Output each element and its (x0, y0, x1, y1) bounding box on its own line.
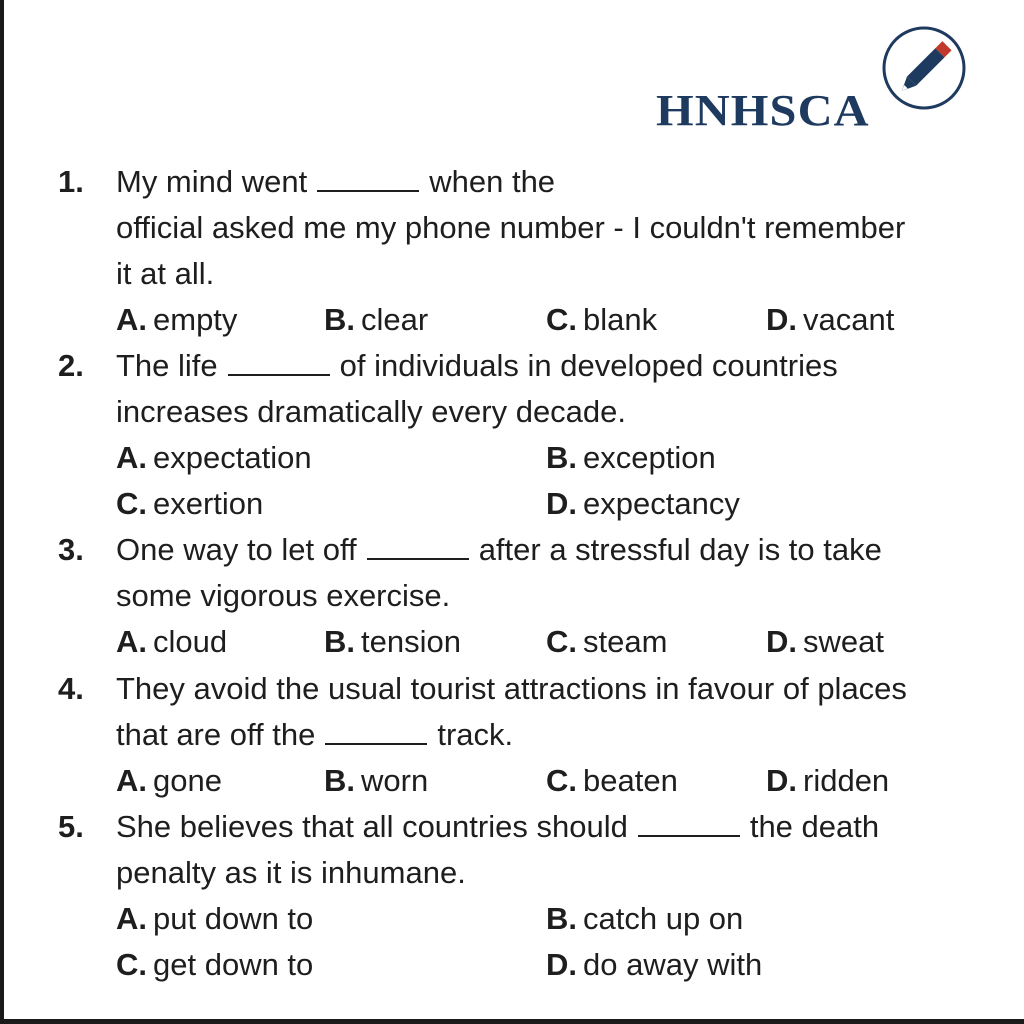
question-4-stem: They avoid the usual tourist attractions in favour of places (116, 671, 907, 706)
quiz-section (4, 0, 1024, 1019)
option-d[interactable]: D. expectancy (546, 486, 740, 521)
question-4-number: 4. (58, 671, 84, 706)
answer-blank[interactable] (638, 811, 740, 837)
question-2-number: 2. (58, 348, 84, 383)
option-b[interactable]: B. tension (324, 624, 461, 659)
option-a[interactable]: A. put down to (116, 901, 314, 936)
question-5-number: 5. (58, 809, 84, 844)
option-a[interactable]: A. empty (116, 302, 238, 337)
answer-blank[interactable] (317, 166, 419, 192)
option-d[interactable]: D. do away with (546, 947, 763, 982)
question-5-continuation: penalty as it is inhumane. (116, 855, 466, 890)
option-a[interactable]: A. cloud (116, 624, 228, 659)
question-5-stem: She believes that all countries should the death (116, 809, 880, 844)
question-1-number: 1. (58, 164, 84, 199)
option-c[interactable]: C. steam (546, 624, 668, 659)
option-c[interactable]: C. beaten (546, 763, 678, 798)
option-a[interactable]: A. expectation (116, 440, 312, 475)
option-b[interactable]: B. worn (324, 763, 429, 798)
option-d[interactable]: D. ridden (766, 763, 890, 798)
option-d[interactable]: D. sweat (766, 624, 884, 659)
answer-blank[interactable] (367, 534, 469, 560)
answer-blank[interactable] (228, 350, 330, 376)
worksheet-page (4, 0, 1024, 1019)
answer-blank[interactable] (325, 719, 427, 745)
question-2-stem: The life of individuals in developed countries (116, 348, 838, 383)
option-a[interactable]: A. gone (116, 763, 222, 798)
option-c[interactable]: C. blank (546, 302, 658, 337)
question-1-continuation: official asked me my phone number - I couldn't remember (116, 210, 906, 245)
option-b[interactable]: B. clear (324, 302, 429, 337)
option-c[interactable]: C. exertion (116, 486, 264, 521)
question-4-continuation: that are off the track. (116, 717, 514, 752)
question-1-continuation: it at all. (116, 256, 215, 291)
option-d[interactable]: D. vacant (766, 302, 895, 337)
option-b[interactable]: B. catch up on (546, 901, 744, 936)
question-3-stem: One way to let off after a stressful day is to take (116, 532, 882, 567)
option-b[interactable]: B. exception (546, 440, 716, 475)
brand-logo-text: HNHSCA (656, 86, 870, 135)
option-c[interactable]: C. get down to (116, 947, 314, 982)
question-3-number: 3. (58, 532, 84, 567)
question-3-continuation: some vigorous exercise. (116, 578, 451, 613)
question-1-stem: My mind went when the (116, 164, 556, 199)
question-2-continuation: increases dramatically every decade. (116, 394, 627, 429)
